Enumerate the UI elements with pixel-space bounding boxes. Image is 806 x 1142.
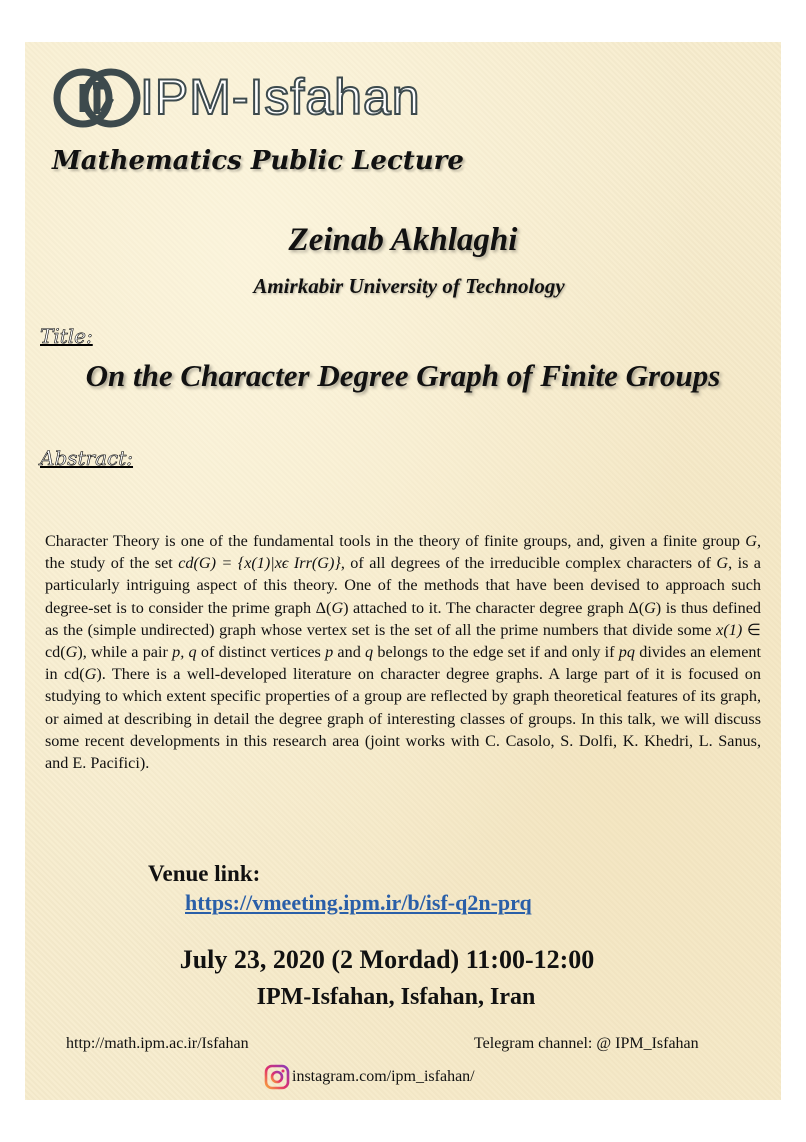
telegram-channel: Telegram channel: @ IPM_Isfahan xyxy=(474,1035,699,1052)
talk-title: On the Character Degree Graph of Finite Groups xyxy=(85,358,721,393)
instagram-link[interactable] xyxy=(264,1064,475,1090)
set-formula: cd(G) = {x(1)|xϵ Irr(G)} xyxy=(178,554,341,573)
speaker-name: Zeinab Akhlaghi xyxy=(288,222,518,258)
abstract-label: Abstract: xyxy=(40,446,134,470)
venue-link[interactable]: https://vmeeting.ipm.ir/b/isf-q2n-prq xyxy=(185,890,532,915)
event-place: IPM-Isfahan, Isfahan, Iran xyxy=(256,984,536,1010)
website-link[interactable]: http://math.ipm.ac.ir/Isfahan xyxy=(66,1035,249,1052)
logo-text: IPM-Isfahan xyxy=(140,69,421,125)
title-label: Title: xyxy=(40,324,93,348)
lecture-series: Mathematics Public Lecture xyxy=(52,146,464,176)
abstract-text: Character Theory is one of the fundamental tools in the theory of finite groups, and, given a finite group G, the study of the set cd(G) = {x(1)|xϵ Irr(G)}, of all degrees of the irreducible complex characters of G, is a particularly intriguing aspect of this theory. One of the methods that have been devised to approach such degree-set is to consider the prime graph Δ(G) attached to it. The character degree graph Δ(G) is thus defined as the (simple undirected) graph whose vertex set is the set of all the prime numbers that divide some x(1) ∈ cd(G), while a pair p, q of distinct vertices p and q belongs to the edge set if and only if pq divides an element in cd(G). There is a well-developed literature on character degree graphs. A large part of it is focused on studying to which extent specific properties of a group are reflected by graph theoretical features of its graph, or aimed at describing in detail the degree graph of interesting classes of groups. In this talk, we will discuss some recent developments in this research area (joint works with C. Casolo, S. Dolfi, K. Khedri, L. Sanus, and E. Pacifici). xyxy=(45,532,762,773)
instagram-icon xyxy=(264,1064,290,1090)
instagram-label: instagram.com/ipm_isfahan/ xyxy=(292,1068,475,1085)
event-date: July 23, 2020 (2 Mordad) 11:00-12:00 xyxy=(179,945,595,974)
speaker-affiliation: Amirkabir University of Technology xyxy=(253,274,565,298)
venue-label: Venue link: xyxy=(148,861,261,886)
